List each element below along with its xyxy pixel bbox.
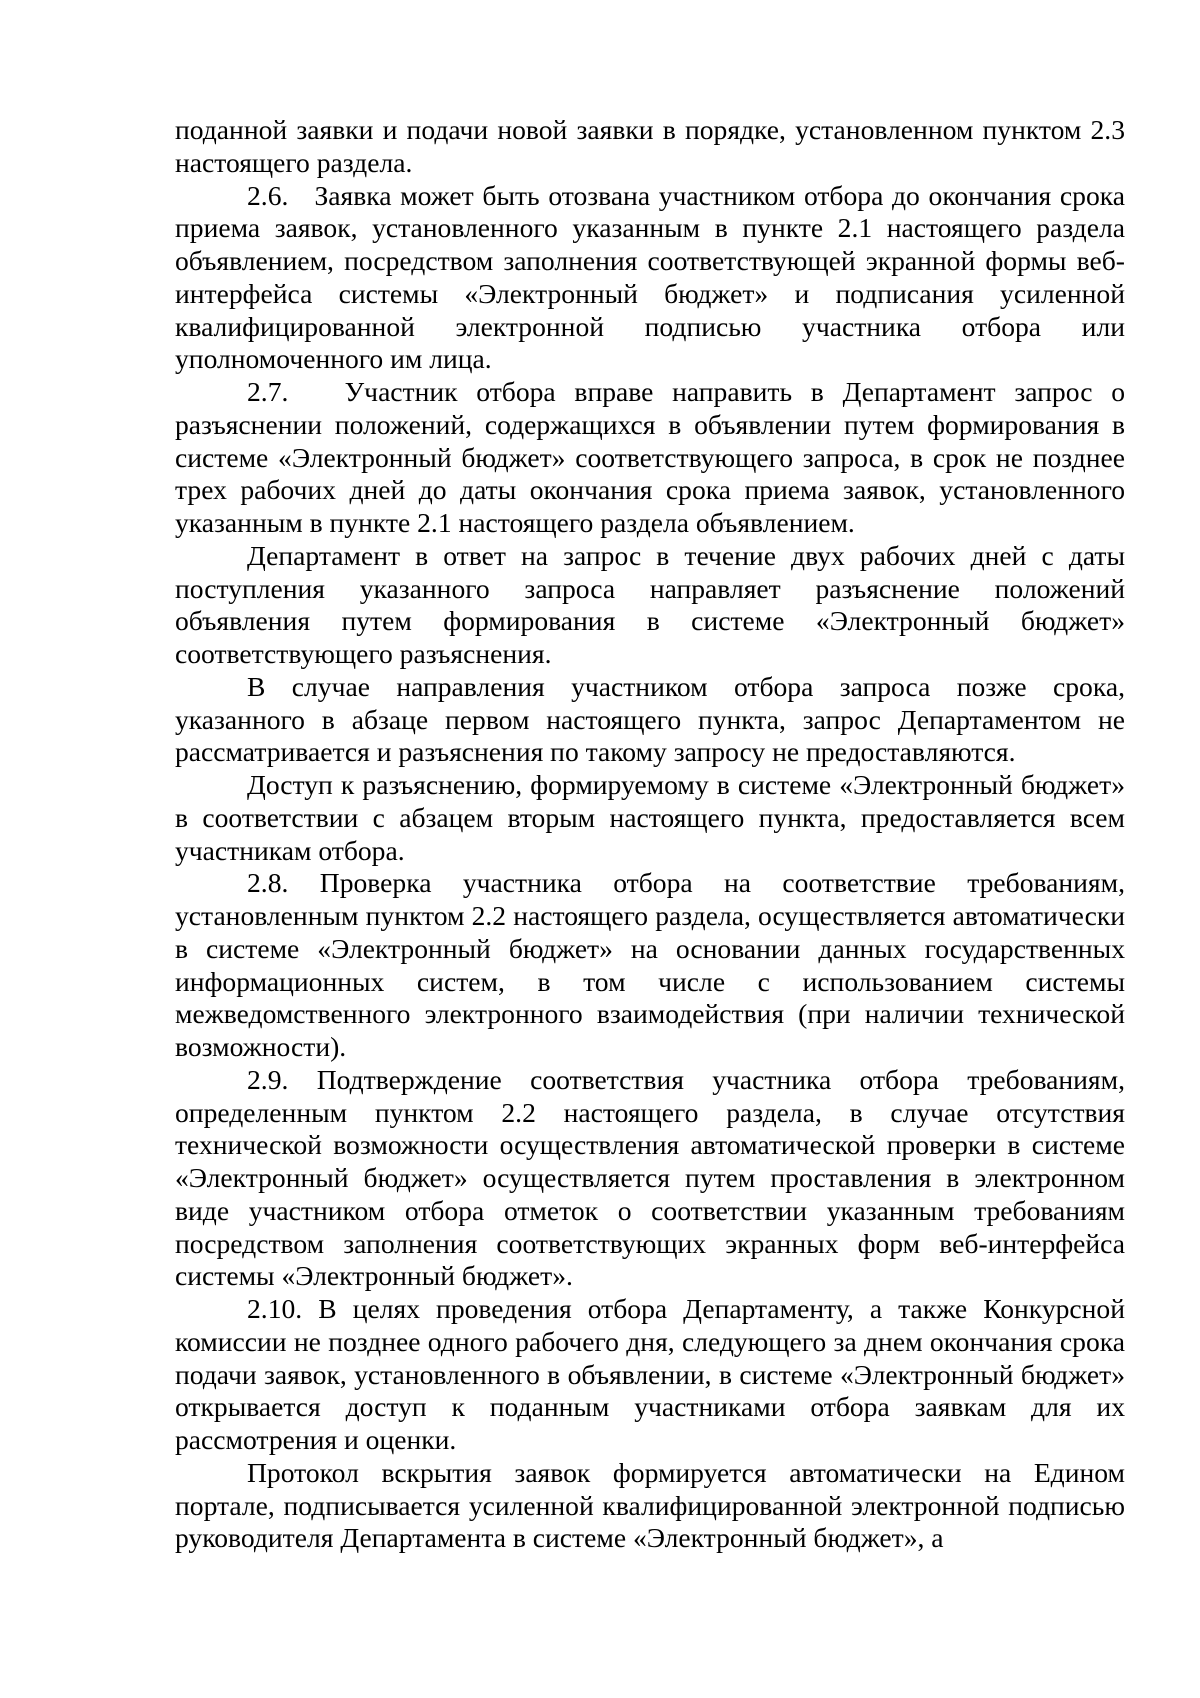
paragraph-continuation: поданной заявки и подачи новой заявки в порядке, установленном пунктом 2.3 настоящего раздела. [175,114,1125,178]
paragraph-2-9: 2.9. Подтверждение соответствия участника отбора требованиям, определенным пунктом 2.2 настоящего раздела, в случае отсутствия технической возможности осуществления автоматической проверки в системе «Электронный бюджет» осуществляется путем проставления в электронном виде участником отбора отметок о соответствии указанным требованиям посредством заполнения соответствующих экранных форм веб-интерфейса системы «Электронный бюджет». [175,1063,1125,1292]
paragraph-2-10: 2.10. В целях проведения отбора Департаменту, а также Конкурсной комиссии не позднее одного рабочего дня, следующего за днем окончания срока подачи заявок, установленного в объявлении, в системе «Электронный бюджет» открывается доступ к поданным участниками отбора заявкам для их рассмотрения и оценки. [175,1293,1125,1455]
document-body [175,114,1125,1555]
paragraph-department-response: Департамент в ответ на запрос в течение двух рабочих дней с даты поступления указанного запроса направляет разъяснение положений объявления путем формирования в системе «Электронный бюджет» соответствующего разъяснения. [175,539,1125,669]
paragraph-access-to-clarification: Доступ к разъяснению, формируемому в системе «Электронный бюджет» в соответствии с абзацем вторым настоящего пункта, предоставляется всем участникам отбора. [175,769,1125,866]
paragraph-late-request: В случае направления участником отбора запроса позже срока, указанного в абзаце первом настоящего пункта, запрос Департаментом не рассматривается и разъяснения по такому запросу не предоставляются. [175,670,1125,768]
paragraph-2-6: 2.6. Заявка может быть отозвана участником отбора до окончания срока приема заявок, установленного указанным в пункте 2.1 настоящего раздела объявлением, посредством заполнения соответствующей экранной формы веб-интерфейса системы «Электронный бюджет» и подписания усиленной квалифицированной электронной подписью участника отбора или уполномоченного им лица. [175,179,1125,375]
paragraph-2-7: 2.7. Участник отбора вправе направить в Департамент запрос о разъяснении положений, содержащихся в объявлении путем формирования в системе «Электронный бюджет» соответствующего запроса, в срок не позднее трех рабочих дней до даты окончания срока приема заявок, установленного указанным в пункте 2.1 настоящего раздела объявлением. [175,376,1125,538]
paragraph-2-8: 2.8. Проверка участника отбора на соответствие требованиям, установленным пунктом 2.2 настоящего раздела, осуществляется автоматически в системе «Электронный бюджет» на основании данных государственных информационных систем, в том числе с использованием системы межведомственного электронного взаимодействия (при наличии технической возможности). [175,867,1125,1062]
paragraph-opening-protocol: Протокол вскрытия заявок формируется автоматически на Едином портале, подписывается усиленной квалифицированной электронной подписью руководителя Департамента в системе «Электронный бюджет», а [175,1456,1125,1554]
